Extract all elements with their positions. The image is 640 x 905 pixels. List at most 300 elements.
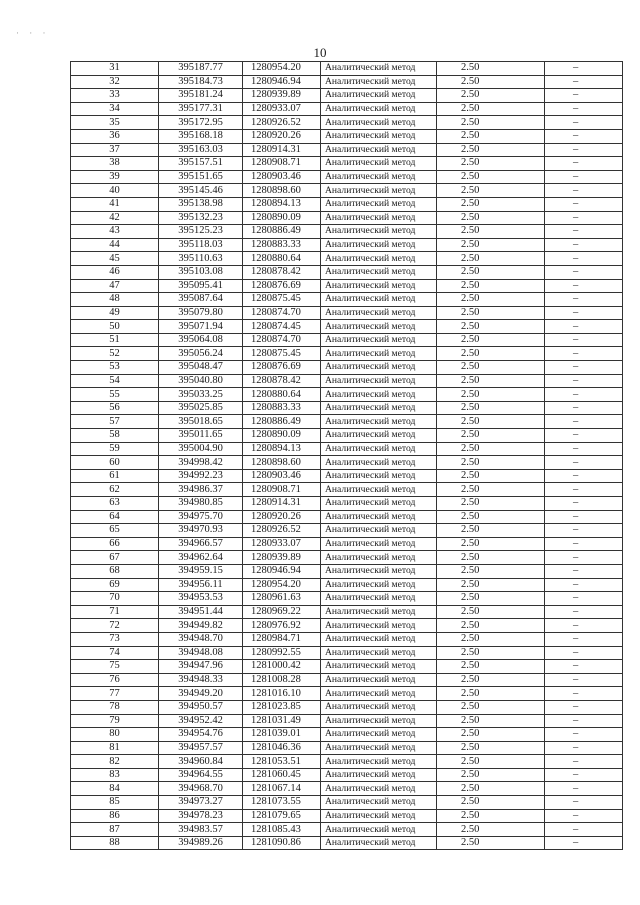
x-coordinate-cell: 394998.42 [159,456,243,470]
table-row [71,469,623,483]
note-cell: – [545,347,623,361]
x-coordinate-cell: 394959.15 [159,564,243,578]
note-cell: – [545,293,623,307]
y-coordinate-cell: 1280908.71 [243,157,321,171]
y-coordinate-cell: 1280976.92 [243,619,321,633]
accuracy-cell: 2.50 [437,524,545,538]
method-cell: Аналитический метод [321,157,437,171]
note-cell: – [545,62,623,76]
point-number-cell: 44 [71,238,159,252]
accuracy-cell: 2.50 [437,184,545,198]
y-coordinate-cell: 1281046.36 [243,741,321,755]
x-coordinate-cell: 394954.76 [159,728,243,742]
method-cell: Аналитический метод [321,279,437,293]
point-number-cell: 63 [71,497,159,511]
x-coordinate-cell: 395110.63 [159,252,243,266]
accuracy-cell: 2.50 [437,755,545,769]
x-coordinate-cell: 395064.08 [159,333,243,347]
accuracy-cell: 2.50 [437,170,545,184]
y-coordinate-cell: 1280926.52 [243,116,321,130]
method-cell: Аналитический метод [321,524,437,538]
y-coordinate-cell: 1280946.94 [243,564,321,578]
x-coordinate-cell: 394956.11 [159,578,243,592]
note-cell: – [545,170,623,184]
accuracy-cell: 2.50 [437,102,545,116]
point-number-cell: 88 [71,836,159,850]
note-cell: – [545,741,623,755]
x-coordinate-cell: 395163.03 [159,143,243,157]
y-coordinate-cell: 1280894.13 [243,442,321,456]
method-cell: Аналитический метод [321,564,437,578]
y-coordinate-cell: 1281053.51 [243,755,321,769]
note-cell: – [545,497,623,511]
x-coordinate-cell: 394952.42 [159,714,243,728]
table-row [71,456,623,470]
method-cell: Аналитический метод [321,225,437,239]
note-cell: – [545,442,623,456]
point-number-cell: 57 [71,415,159,429]
table-row [71,102,623,116]
point-number-cell: 65 [71,524,159,538]
point-number-cell: 86 [71,809,159,823]
table-row [71,632,623,646]
accuracy-cell: 2.50 [437,714,545,728]
note-cell: – [545,836,623,850]
x-coordinate-cell: 394973.27 [159,796,243,810]
table-row [71,442,623,456]
y-coordinate-cell: 1280992.55 [243,646,321,660]
table-row [71,768,623,782]
note-cell: – [545,225,623,239]
y-coordinate-cell: 1280874.70 [243,306,321,320]
y-coordinate-cell: 1281079.65 [243,809,321,823]
note-cell: – [545,89,623,103]
method-cell: Аналитический метод [321,62,437,76]
accuracy-cell: 2.50 [437,62,545,76]
y-coordinate-cell: 1280908.71 [243,483,321,497]
note-cell: – [545,524,623,538]
accuracy-cell: 2.50 [437,75,545,89]
note-cell: – [545,578,623,592]
accuracy-cell: 2.50 [437,89,545,103]
note-cell: – [545,551,623,565]
table-row [71,714,623,728]
method-cell: Аналитический метод [321,75,437,89]
y-coordinate-cell: 1280878.42 [243,374,321,388]
table-row [71,755,623,769]
accuracy-cell: 2.50 [437,129,545,143]
x-coordinate-cell: 395079.80 [159,306,243,320]
x-coordinate-cell: 395004.90 [159,442,243,456]
method-cell: Аналитический метод [321,129,437,143]
x-coordinate-cell: 395157.51 [159,157,243,171]
accuracy-cell: 2.50 [437,469,545,483]
method-cell: Аналитический метод [321,714,437,728]
x-coordinate-cell: 394960.84 [159,755,243,769]
x-coordinate-cell: 395125.23 [159,225,243,239]
point-number-cell: 60 [71,456,159,470]
point-number-cell: 41 [71,197,159,211]
table-row [71,265,623,279]
note-cell: – [545,306,623,320]
point-number-cell: 49 [71,306,159,320]
point-number-cell: 36 [71,129,159,143]
table-row [71,524,623,538]
y-coordinate-cell: 1280914.31 [243,497,321,511]
method-cell: Аналитический метод [321,347,437,361]
x-coordinate-cell: 395138.98 [159,197,243,211]
y-coordinate-cell: 1280875.45 [243,293,321,307]
method-cell: Аналитический метод [321,605,437,619]
note-cell: – [545,823,623,837]
point-number-cell: 33 [71,89,159,103]
point-number-cell: 34 [71,102,159,116]
x-coordinate-cell: 394992.23 [159,469,243,483]
accuracy-cell: 2.50 [437,401,545,415]
y-coordinate-cell: 1280920.26 [243,510,321,524]
note-cell: – [545,483,623,497]
accuracy-cell: 2.50 [437,687,545,701]
accuracy-cell: 2.50 [437,728,545,742]
point-number-cell: 43 [71,225,159,239]
table-row [71,89,623,103]
point-number-cell: 79 [71,714,159,728]
table-row [71,796,623,810]
note-cell: – [545,728,623,742]
y-coordinate-cell: 1280903.46 [243,469,321,483]
x-coordinate-cell: 395132.23 [159,211,243,225]
note-cell: – [545,660,623,674]
accuracy-cell: 2.50 [437,551,545,565]
y-coordinate-cell: 1281000.42 [243,660,321,674]
note-cell: – [545,279,623,293]
y-coordinate-cell: 1280878.42 [243,265,321,279]
point-number-cell: 75 [71,660,159,674]
method-cell: Аналитический метод [321,184,437,198]
point-number-cell: 87 [71,823,159,837]
point-number-cell: 70 [71,592,159,606]
table-row [71,238,623,252]
y-coordinate-cell: 1280894.13 [243,197,321,211]
accuracy-cell: 2.50 [437,660,545,674]
method-cell: Аналитический метод [321,116,437,130]
accuracy-cell: 2.50 [437,796,545,810]
accuracy-cell: 2.50 [437,592,545,606]
x-coordinate-cell: 395187.77 [159,62,243,76]
accuracy-cell: 2.50 [437,537,545,551]
table-row [71,279,623,293]
x-coordinate-cell: 395040.80 [159,374,243,388]
method-cell: Аналитический метод [321,632,437,646]
y-coordinate-cell: 1280876.69 [243,361,321,375]
table-row [71,347,623,361]
accuracy-cell: 2.50 [437,429,545,443]
method-cell: Аналитический метод [321,211,437,225]
table-row [71,551,623,565]
point-number-cell: 39 [71,170,159,184]
point-number-cell: 52 [71,347,159,361]
x-coordinate-cell: 395025.85 [159,401,243,415]
y-coordinate-cell: 1280954.20 [243,62,321,76]
accuracy-cell: 2.50 [437,741,545,755]
x-coordinate-cell: 395056.24 [159,347,243,361]
page-number: 10 [313,45,327,60]
table-row [71,143,623,157]
note-cell: – [545,755,623,769]
accuracy-cell: 2.50 [437,564,545,578]
note-cell: – [545,265,623,279]
point-number-cell: 59 [71,442,159,456]
accuracy-cell: 2.50 [437,632,545,646]
point-number-cell: 62 [71,483,159,497]
table-row [71,306,623,320]
method-cell: Аналитический метод [321,320,437,334]
x-coordinate-cell: 394953.53 [159,592,243,606]
y-coordinate-cell: 1281039.01 [243,728,321,742]
point-number-cell: 32 [71,75,159,89]
note-cell: – [545,510,623,524]
y-coordinate-cell: 1280874.70 [243,333,321,347]
method-cell: Аналитический метод [321,836,437,850]
point-number-cell: 83 [71,768,159,782]
note-cell: – [545,700,623,714]
table-row [71,170,623,184]
point-number-cell: 76 [71,673,159,687]
point-number-cell: 35 [71,116,159,130]
y-coordinate-cell: 1280883.33 [243,238,321,252]
accuracy-cell: 2.50 [437,225,545,239]
y-coordinate-cell: 1280883.33 [243,401,321,415]
x-coordinate-cell: 395018.65 [159,415,243,429]
table-row [71,252,623,266]
method-cell: Аналитический метод [321,469,437,483]
table-row [71,646,623,660]
table-row [71,700,623,714]
accuracy-cell: 2.50 [437,116,545,130]
note-cell: – [545,401,623,415]
y-coordinate-cell: 1280898.60 [243,456,321,470]
point-number-cell: 82 [71,755,159,769]
x-coordinate-cell: 394980.85 [159,497,243,511]
accuracy-cell: 2.50 [437,483,545,497]
method-cell: Аналитический метод [321,728,437,742]
x-coordinate-cell: 394978.23 [159,809,243,823]
point-number-cell: 55 [71,388,159,402]
scan-marks: · · · [16,28,50,38]
method-cell: Аналитический метод [321,170,437,184]
note-cell: – [545,429,623,443]
note-cell: – [545,374,623,388]
y-coordinate-cell: 1280969.22 [243,605,321,619]
accuracy-cell: 2.50 [437,197,545,211]
method-cell: Аналитический метод [321,238,437,252]
table-row [71,564,623,578]
point-number-cell: 64 [71,510,159,524]
y-coordinate-cell: 1281023.85 [243,700,321,714]
point-number-cell: 67 [71,551,159,565]
accuracy-cell: 2.50 [437,143,545,157]
method-cell: Аналитический метод [321,293,437,307]
accuracy-cell: 2.50 [437,673,545,687]
note-cell: – [545,197,623,211]
accuracy-cell: 2.50 [437,782,545,796]
x-coordinate-cell: 394983.57 [159,823,243,837]
method-cell: Аналитический метод [321,551,437,565]
accuracy-cell: 2.50 [437,388,545,402]
accuracy-cell: 2.50 [437,836,545,850]
accuracy-cell: 2.50 [437,361,545,375]
method-cell: Аналитический метод [321,429,437,443]
y-coordinate-cell: 1280939.89 [243,551,321,565]
x-coordinate-cell: 394968.70 [159,782,243,796]
x-coordinate-cell: 395103.08 [159,265,243,279]
note-cell: – [545,333,623,347]
table-row [71,129,623,143]
x-coordinate-cell: 394957.57 [159,741,243,755]
point-number-cell: 50 [71,320,159,334]
point-number-cell: 58 [71,429,159,443]
table-row [71,728,623,742]
y-coordinate-cell: 1280961.63 [243,592,321,606]
note-cell: – [545,157,623,171]
accuracy-cell: 2.50 [437,306,545,320]
method-cell: Аналитический метод [321,333,437,347]
point-number-cell: 84 [71,782,159,796]
method-cell: Аналитический метод [321,483,437,497]
accuracy-cell: 2.50 [437,252,545,266]
note-cell: – [545,673,623,687]
x-coordinate-cell: 394947.96 [159,660,243,674]
table-row [71,333,623,347]
x-coordinate-cell: 394962.64 [159,551,243,565]
method-cell: Аналитический метод [321,687,437,701]
method-cell: Аналитический метод [321,700,437,714]
note-cell: – [545,537,623,551]
y-coordinate-cell: 1281008.28 [243,673,321,687]
table-row [71,320,623,334]
method-cell: Аналитический метод [321,401,437,415]
table-row [71,401,623,415]
accuracy-cell: 2.50 [437,415,545,429]
y-coordinate-cell: 1280880.64 [243,388,321,402]
note-cell: – [545,687,623,701]
accuracy-cell: 2.50 [437,619,545,633]
table-row [71,497,623,511]
note-cell: – [545,184,623,198]
point-number-cell: 68 [71,564,159,578]
note-cell: – [545,129,623,143]
point-number-cell: 69 [71,578,159,592]
method-cell: Аналитический метод [321,510,437,524]
note-cell: – [545,388,623,402]
point-number-cell: 48 [71,293,159,307]
accuracy-cell: 2.50 [437,265,545,279]
x-coordinate-cell: 395048.47 [159,361,243,375]
note-cell: – [545,361,623,375]
method-cell: Аналитический метод [321,823,437,837]
x-coordinate-cell: 394949.82 [159,619,243,633]
y-coordinate-cell: 1281031.49 [243,714,321,728]
accuracy-cell: 2.50 [437,497,545,511]
method-cell: Аналитический метод [321,306,437,320]
accuracy-cell: 2.50 [437,347,545,361]
method-cell: Аналитический метод [321,197,437,211]
point-number-cell: 42 [71,211,159,225]
point-number-cell: 51 [71,333,159,347]
y-coordinate-cell: 1280933.07 [243,537,321,551]
y-coordinate-cell: 1280903.46 [243,170,321,184]
x-coordinate-cell: 395118.03 [159,238,243,252]
y-coordinate-cell: 1280898.60 [243,184,321,198]
point-number-cell: 85 [71,796,159,810]
method-cell: Аналитический метод [321,619,437,633]
accuracy-cell: 2.50 [437,605,545,619]
y-coordinate-cell: 1281073.55 [243,796,321,810]
point-number-cell: 80 [71,728,159,742]
x-coordinate-cell: 394948.08 [159,646,243,660]
note-cell: – [545,619,623,633]
note-cell: – [545,456,623,470]
point-number-cell: 37 [71,143,159,157]
y-coordinate-cell: 1280886.49 [243,415,321,429]
x-coordinate-cell: 394951.44 [159,605,243,619]
x-coordinate-cell: 395177.31 [159,102,243,116]
note-cell: – [545,116,623,130]
x-coordinate-cell: 394948.70 [159,632,243,646]
table-row [71,197,623,211]
note-cell: – [545,714,623,728]
x-coordinate-cell: 394975.70 [159,510,243,524]
table-row [71,537,623,551]
table-row [71,809,623,823]
method-cell: Аналитический метод [321,809,437,823]
method-cell: Аналитический метод [321,456,437,470]
y-coordinate-cell: 1280946.94 [243,75,321,89]
note-cell: – [545,238,623,252]
method-cell: Аналитический метод [321,660,437,674]
y-coordinate-cell: 1280880.64 [243,252,321,266]
y-coordinate-cell: 1281016.10 [243,687,321,701]
method-cell: Аналитический метод [321,388,437,402]
y-coordinate-cell: 1280933.07 [243,102,321,116]
accuracy-cell: 2.50 [437,442,545,456]
y-coordinate-cell: 1280939.89 [243,89,321,103]
table-row [71,293,623,307]
note-cell: – [545,632,623,646]
table-row [71,184,623,198]
table-row [71,429,623,443]
y-coordinate-cell: 1281090.86 [243,836,321,850]
note-cell: – [545,75,623,89]
table-row [71,510,623,524]
y-coordinate-cell: 1280954.20 [243,578,321,592]
method-cell: Аналитический метод [321,265,437,279]
table-row [71,660,623,674]
note-cell: – [545,469,623,483]
accuracy-cell: 2.50 [437,646,545,660]
table-row [71,62,623,76]
x-coordinate-cell: 395172.95 [159,116,243,130]
point-number-cell: 46 [71,265,159,279]
accuracy-cell: 2.50 [437,456,545,470]
table-row [71,211,623,225]
point-number-cell: 66 [71,537,159,551]
y-coordinate-cell: 1280890.09 [243,211,321,225]
point-number-cell: 38 [71,157,159,171]
point-number-cell: 74 [71,646,159,660]
point-number-cell: 71 [71,605,159,619]
table-row [71,687,623,701]
